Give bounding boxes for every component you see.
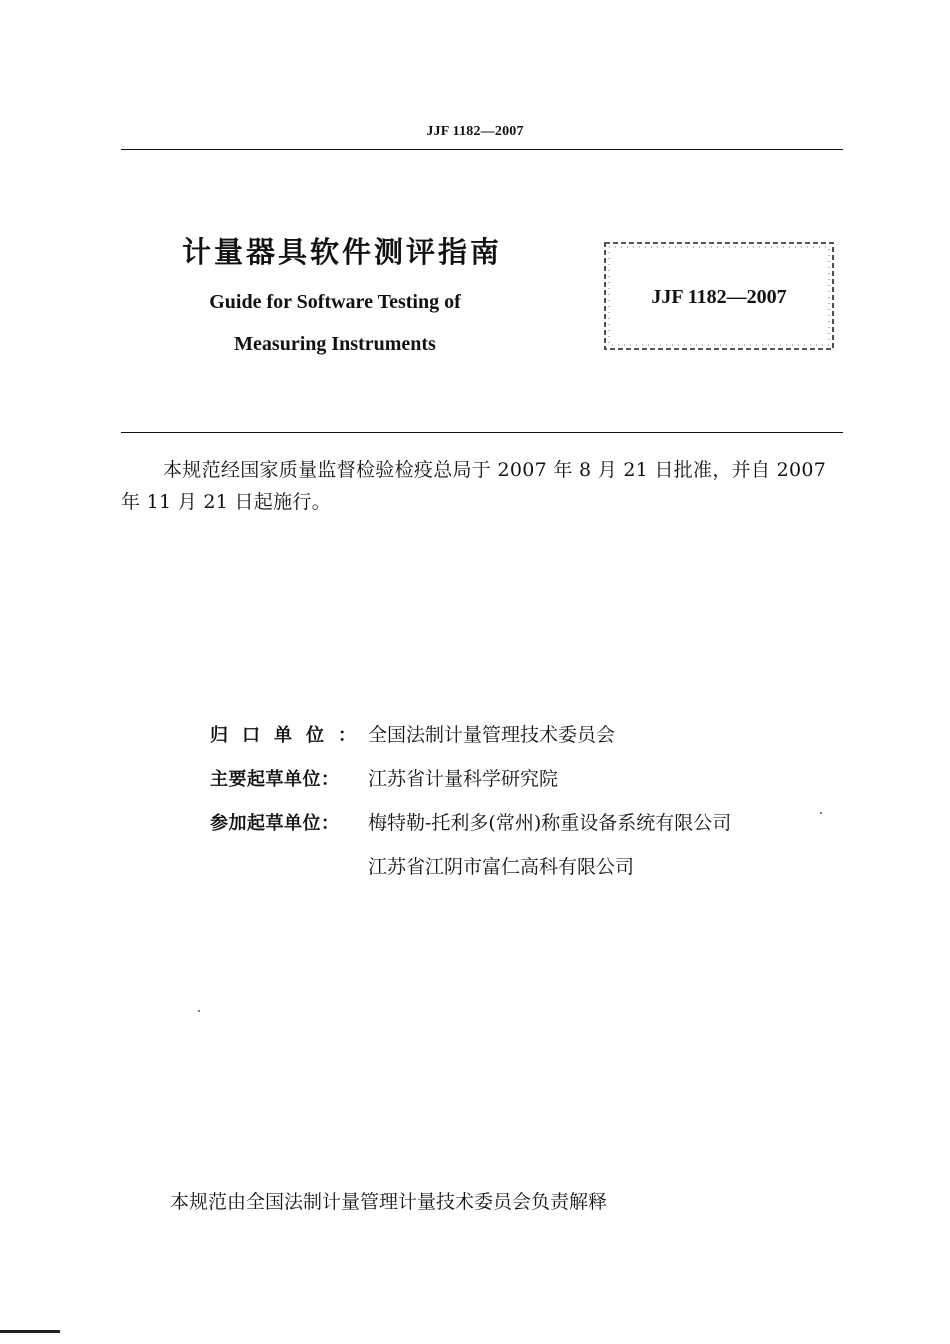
participating-drafter-row: [210, 808, 731, 838]
document-title-english-line2: Measuring Instruments: [234, 333, 436, 355]
participating-drafter-label: 参加起草单位：: [210, 813, 340, 834]
main-drafter-value: 江苏省计量科学研究院: [368, 768, 559, 790]
standard-code: JJF 1182—2007: [651, 286, 787, 308]
interpretation-note: 本规范由全国法制计量管理计量技术委员会负责解释: [170, 1191, 608, 1213]
header-rule: [121, 149, 843, 150]
main-drafter-row: [210, 764, 558, 794]
standard-code-box: [602, 240, 836, 352]
scan-speck: [198, 1010, 200, 1012]
responsible-unit-label: 归口单位：: [210, 725, 370, 746]
page-header-code: JJF 1182—2007: [426, 124, 524, 139]
document-title-chinese: 计量器具软件测评指南: [182, 235, 503, 269]
document-title-english-line1: Guide for Software Testing of: [209, 291, 461, 313]
participating-drafter-value-2: 江苏省江阴市富仁高科有限公司: [368, 856, 635, 878]
main-drafter-label: 主要起草单位：: [210, 769, 340, 790]
section-rule: [121, 432, 843, 433]
responsible-unit-value: 全国法制计量管理技术委员会: [368, 724, 616, 746]
scan-speck: [820, 812, 822, 814]
scan-edge-mark: [0, 1330, 60, 1333]
approval-statement: 本规范经国家质量监督检验检疫总局于 2007 年 8 月 21 日批准，并自 2007 年 11 月 21 日起施行。: [121, 459, 827, 513]
participating-drafter-row-2: [210, 852, 634, 882]
responsible-unit-row: [210, 720, 615, 750]
participating-drafter-value-1: 梅特勒-托利多(常州)称重设备系统有限公司: [368, 812, 732, 834]
